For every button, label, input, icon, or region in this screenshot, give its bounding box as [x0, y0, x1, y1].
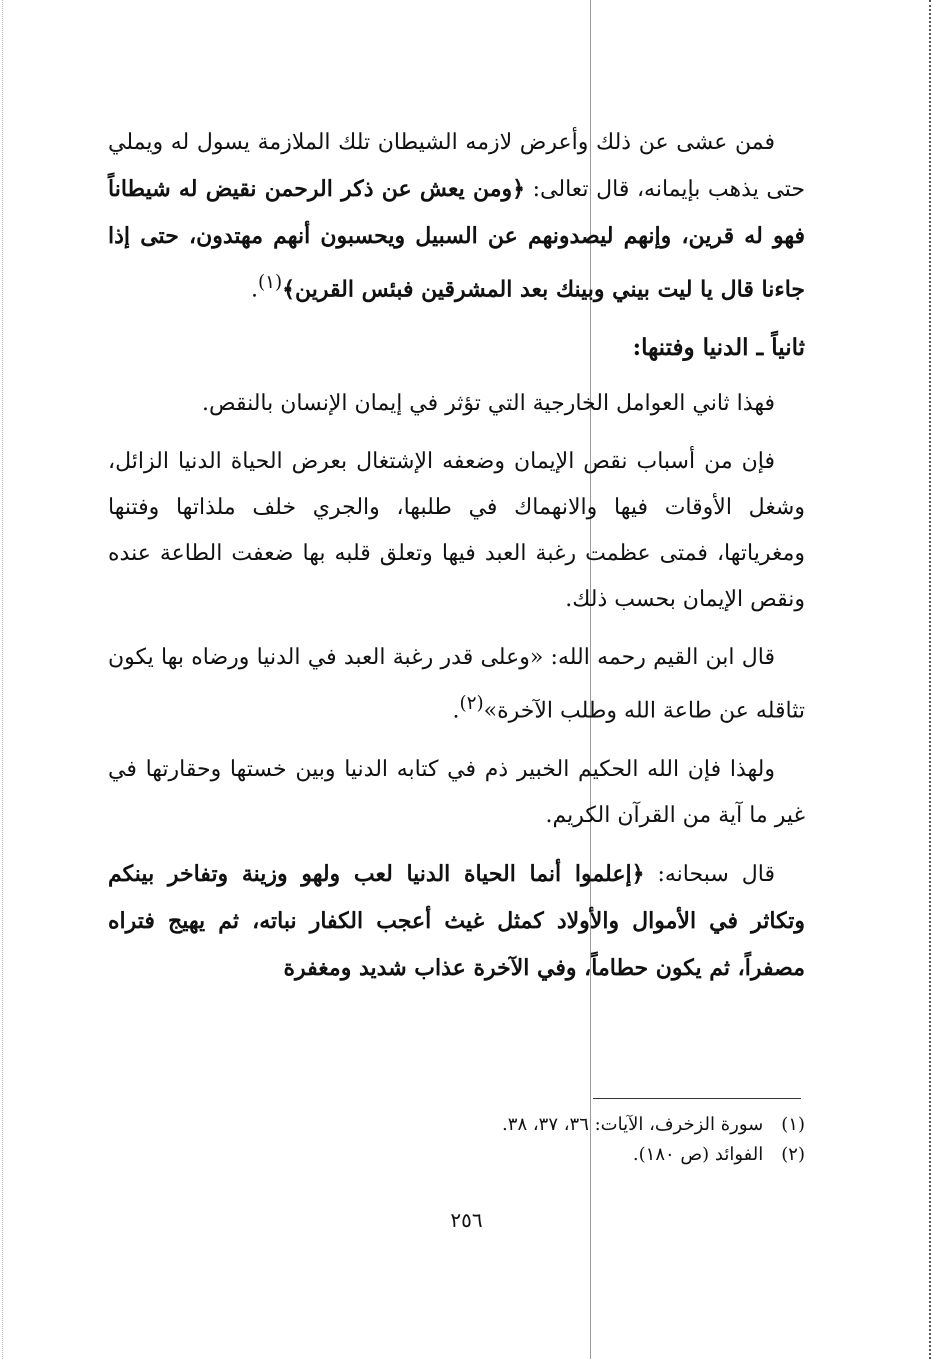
quran-verse-hadid: ﴿إعلموا أنما الحياة الدنيا لعب ولهو وزينة وتفاخر بينكم وتكاثر في الأموال والأولاد كمثل غيث أعجب الكفار نباته، ثم يهيج فتراه مصفراً، ثم يكون حطاماً، وفي الآخرة عذاب شديد ومغفرة [108, 860, 805, 981]
footnote-ref-1[interactable]: (١) [257, 272, 283, 293]
paragraph-1-end: . [250, 277, 258, 303]
footnote-separator [593, 1098, 801, 1099]
paragraph-2-text: فهذا ثاني العوامل الخارجية التي تؤثر في إيمان الإنسان بالنقص. [202, 391, 775, 417]
paragraph-6 [108, 851, 805, 992]
paragraph-4 [108, 635, 805, 734]
page-edge-dots-left [2, 0, 4, 1359]
footnote-2-text: الفوائد (ص ١٨٠). [632, 1144, 764, 1165]
main-text [108, 120, 805, 1004]
footnotes [245, 1110, 805, 1170]
paragraph-1-text: فمن عشى عن ذلك وأعرض لازمه الشيطان تلك الملازمة يسول له ويملي حتى يذهب بإيمانه، قال تعالى: [108, 130, 805, 202]
ibn-qayyim-quote: قال ابن القيم رحمه الله: «وعلى قدر رغبة العبد في الدنيا ورضاه بها يكون تثاقله عن طاعة الله وطلب الآخرة» [108, 645, 805, 724]
paragraph-5-text: ولهذا فإن الله الحكيم الخبير ذم في كتابه الدنيا وبين خستها وحقارتها في غير ما آية من القرآن الكريم. [108, 756, 805, 828]
footnote-2-number: (٢) [781, 1144, 805, 1165]
footnote-1 [245, 1110, 805, 1140]
paragraph-3 [108, 439, 805, 623]
paragraph-2 [108, 381, 805, 427]
paragraph-1 [108, 120, 805, 313]
footnote-ref-2[interactable]: (٢) [459, 693, 484, 715]
page-edge-dots [928, 0, 931, 1359]
footnote-1-number: (١) [781, 1114, 805, 1135]
paragraph-3-text: فإن من أسباب نقص الإيمان وضعفه الإشتغال بعرض الحياة الدنيا الزائل، وشغل الأوقات فيها والانهماك في طلبها، والجري خلف ملذاتها وفتنها ومغرياتها، فمتى عظمت رغبة العبد فيها وتعلق قلبه بها ضعفت الطاعة عنده ونقص الإيمان بحسب ذلك. [108, 449, 805, 613]
paragraph-5 [108, 747, 805, 839]
paragraph-4-end: . [452, 698, 460, 724]
section-heading: ثانياً ـ الدنيا وفتنها: [632, 334, 805, 362]
footnote-1-text: سورة الزخرف، الآيات: ٣٦، ٣٧، ٣٨. [502, 1114, 764, 1135]
footnote-2 [245, 1140, 805, 1170]
page-number: ٢٥٦ [450, 1208, 483, 1232]
paragraph-6-intro: قال سبحانه: [644, 861, 776, 887]
quran-verse-zukhruf: ﴿ومن يعش عن ذكر الرحمن نقيض له شيطاناً فهو له قرين، وإنهم ليصدونهم عن السبيل ويحسبون أنهم مهتدون، حتى إذا جاءنا قال يا ليت بيني وبينك بعد المشرقين فبئس القرين﴾ [108, 176, 805, 303]
